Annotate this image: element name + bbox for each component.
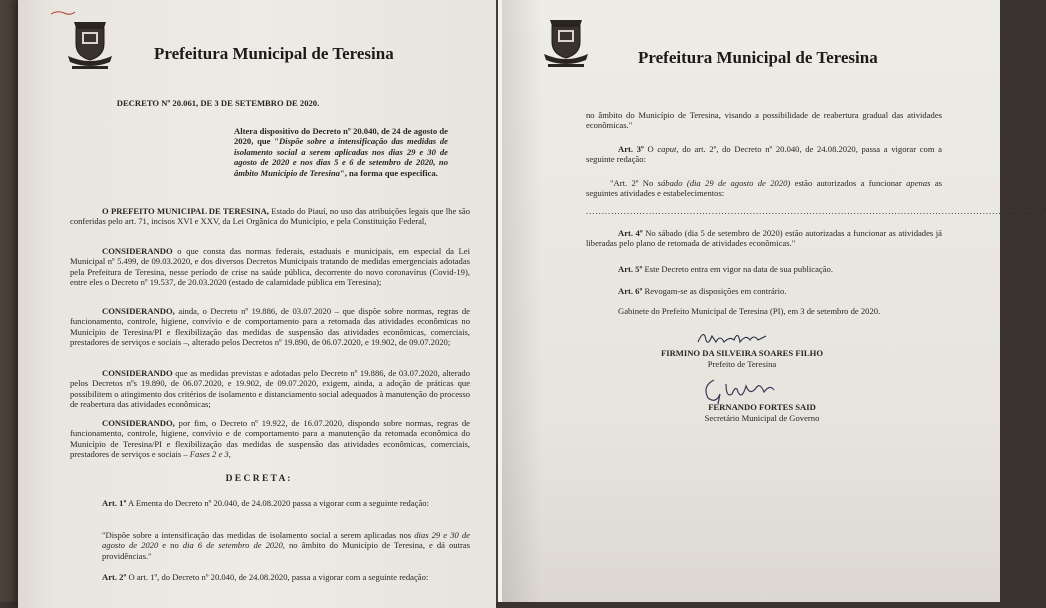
signer-2-name: FERNANDO FORTES SAID <box>708 402 816 412</box>
article-1-quote: "Dispõe sobre a intensificação das medidas de isolamento social a serem aplicadas nos dias 29 e 30 de agosto de 2020 e no dia 6 de setembro de 2020, no âmbito do Município de Teresina, e dá outras providências." <box>102 530 471 561</box>
article-3: Art. 3º O caput, do art. 2º, do Decreto nº 20.040, de 24.08.2020, passa a vigorar com a seguinte redação: <box>586 144 942 165</box>
paragraph-considerando-1: CONSIDERANDO o que consta das normas federais, estaduais e municipais, em especial da Lei Municipal nº 5.499, de 09.03.2020, e dos diversos Decretos Municipais tratando de medidas emergenciais adotadas pela Prefeitura de Teresina, nesse período de crise na saúde pública, decorrente do novo coronavírus (Covid-19), entre eles o Decreto nº 19.537, de 20.03.2020 (estado de calamidade pública em Teresina); <box>70 246 470 288</box>
decreta-heading: D E C R E T A : <box>225 474 291 484</box>
decree-title: DECRETO Nº 20.061, DE 3 DE SETEMBRO DE 2020. <box>116 98 320 108</box>
document-page-2 <box>502 0 1046 602</box>
paragraph-considerando-3: CONSIDERANDO que as medidas previstas e adotadas pelo Decreto nº 19.886, de 03.07.2020, alterado pelos Decretos nºs 19.890, de 06.07.2020, e 19.902, de 09.07.2020, exigem, ainda, a adoção de práticas que possibilitem o atingimento dos critérios de isolamento e distanciamento social adequados à manutenção do processo de reabertura das atividades econômicas; <box>70 368 470 410</box>
coat-of-arms-icon <box>66 16 114 72</box>
article-6: Art. 6º Revogam-se as disposições em contrário. <box>618 286 787 296</box>
paragraph-preamble: O PREFEITO MUNICIPAL DE TERESINA, Estado do Piauí, no uso das atribuições legais que lhe são conferidas pelo art. 71, incisos XVI e XXV, da Lei Orgânica do Município, e pela Constituição Federal, <box>70 206 470 227</box>
article-2: Art. 2º O art. 1º, do Decreto nº 20.040, de 24.08.2020, passa a vigorar com a seguinte redação: <box>102 572 429 582</box>
signature-1-icon <box>694 326 784 348</box>
ementa: Altera dispositivo do Decreto nº 20.040, de 24 de agosto de 2020, que "Dispõe sobre a intensificação das medidas de isolamento social a serem aplicadas nos dias 29 e 30 de agosto de 2020 e nos dias 5 e 6 de setembro de 2020, no âmbito Município de Teresina", na forma que especifica. <box>234 126 448 178</box>
document-page-1 <box>18 0 496 608</box>
left-photo <box>0 0 498 602</box>
paragraph-considerando-2: CONSIDERANDO, ainda, o Decreto nº 19.886, de 03.07.2020 – que dispõe sobre normas, regras de funcionamento, controle, higiene, convívio e de comportamento para a retomada das atividades econômicas no Município de Teresina/PI e flexibilização das medidas de suspensão das atividades econômicas, comerciais, prestadores de serviços e sociais –, alterado pelos Decretos nº 19.890, de 06.07.2020, e 19.902, de 09.07.2020; <box>70 306 470 348</box>
right-photo <box>502 0 1046 602</box>
signature-2-icon <box>700 372 796 406</box>
closing-line: Gabinete do Prefeito Municipal de Teresina (PI), em 3 de setembro de 2020. <box>618 306 881 316</box>
article-4: Art. 4º No sábado (dia 5 de setembro de 2020) estão autorizadas a funcionar as atividades já liberadas pelo plano de retomada de atividades econômicas." <box>586 228 942 249</box>
omitted-text-dots: ................................................................................................................................................." <box>586 206 1046 216</box>
article-1: Art. 1º A Ementa do Decreto nº 20.040, de 24.08.2020 passa a vigorar com a seguinte redação: <box>102 498 429 508</box>
article-3-quote: "Art. 2º No sábado (dia 29 de agosto de 2020) estão autorizados a funcionar apenas as seguintes atividades e estabelecimentos: <box>586 178 942 199</box>
paragraph-considerando-4: CONSIDERANDO, por fim, o Decreto nº 19.922, de 16.07.2020, dispondo sobre normas, regras de funcionamento, controle, higiene, convívio e de comportamento para a manutenção da retomada econômica do Município de Teresina/PI e flexibilização das medidas de suspensão das atividades econômicas, comerciais, prestadores de serviços e sociais – Fases 2 e 3, <box>70 418 470 460</box>
coat-of-arms-icon <box>542 14 590 70</box>
continued-quote: no âmbito do Município de Teresina, visando a possibilidade de reabertura gradual das atividades econômicas." <box>586 110 942 131</box>
signer-1-role: Prefeito de Teresina <box>707 359 777 369</box>
article-5: Art. 5º Este Decreto entra em vigor na data de sua publicação. <box>618 264 833 274</box>
header-title: Prefeitura Municipal de Teresina <box>154 44 394 63</box>
page-fold-shadow <box>502 0 542 602</box>
signer-2-role: Secretário Municipal de Governo <box>704 413 820 423</box>
signer-1-name: FIRMINO DA SILVEIRA SOARES FILHO <box>660 348 824 358</box>
header-title: Prefeitura Municipal de Teresina <box>638 48 878 67</box>
